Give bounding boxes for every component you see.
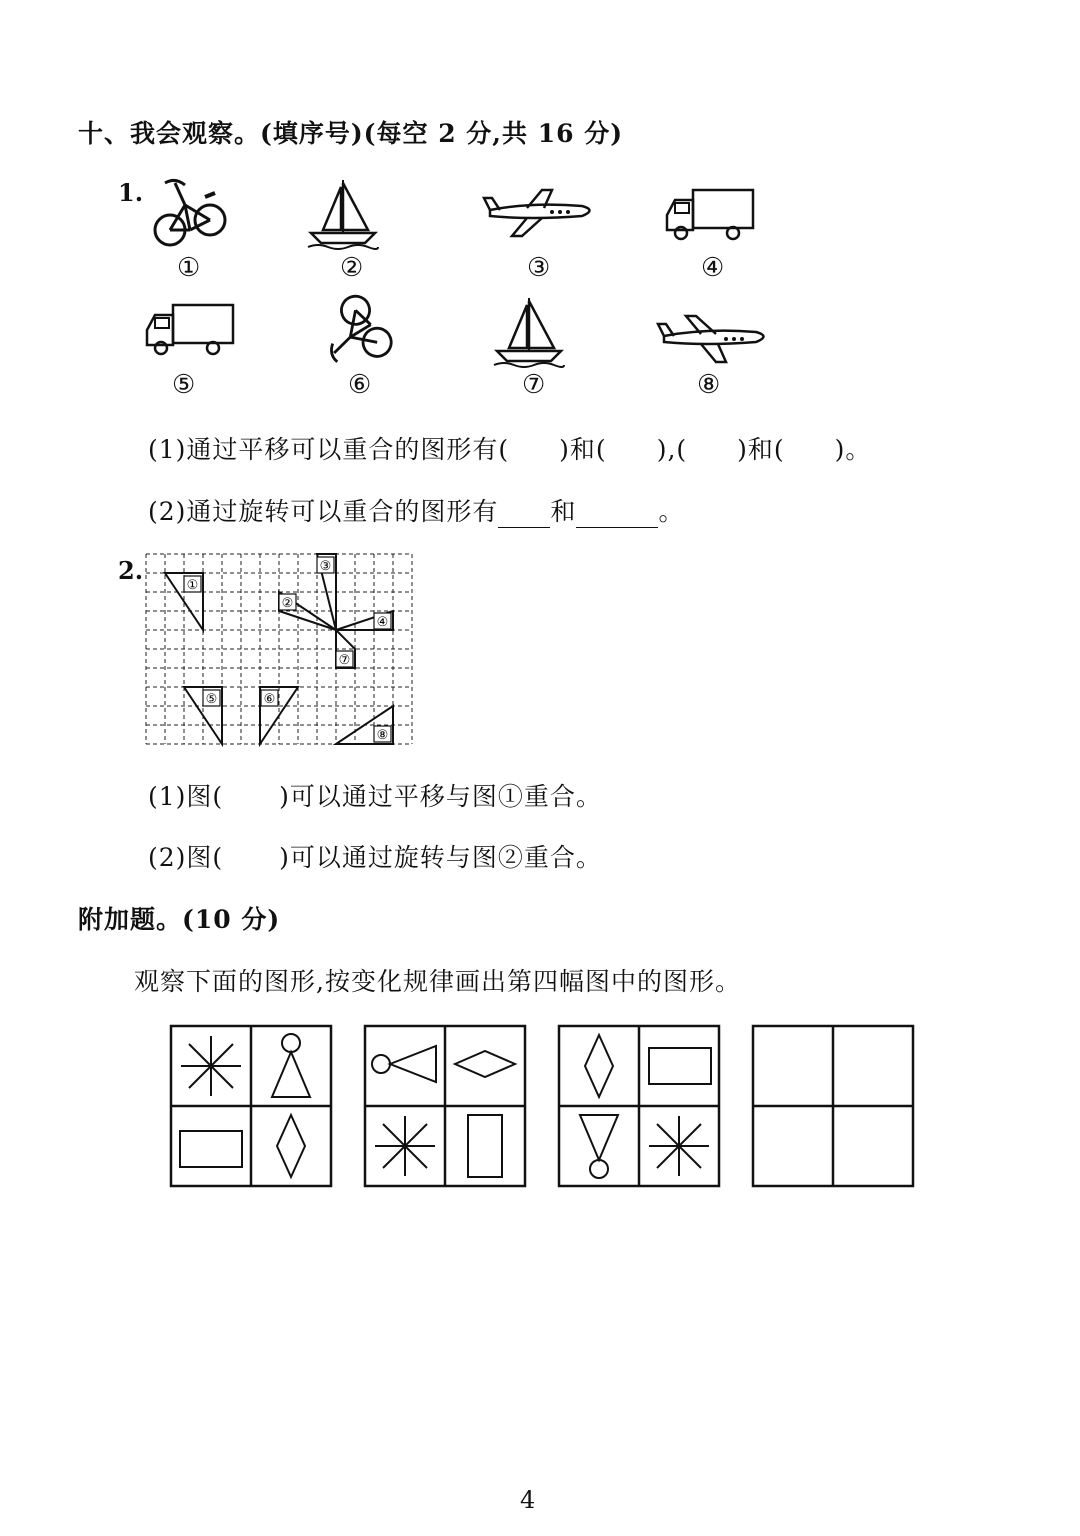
grid-label-4: ④ [376,615,389,630]
answer-blank[interactable] [576,503,658,528]
q1-sub1-prefix: (1)通过平移可以重合的图形有( [148,435,510,464]
rectangle-vertical-icon [468,1115,502,1177]
diamond-vertical-icon [585,1035,613,1097]
truck-icon [663,185,758,243]
bonus-title: 附加题。(10 分) [78,905,281,934]
q1-sub2-mid: 和 [550,497,577,526]
q2-sub2-prefix: (2)图( [148,843,224,872]
sailboat-icon [494,293,564,368]
q2-sub2-suffix: )可以通过旋转与图②重合。 [279,843,602,872]
rectangle-horizontal-icon [649,1048,711,1084]
figure-label-6: ⑥ [348,370,372,400]
q1-sub1-p3: )和( [737,435,785,464]
diamond-vertical-icon [277,1115,305,1177]
q2-sub1-suffix: )可以通过平移与图①重合。 [279,782,602,811]
figure-label-4: ④ [701,253,725,283]
bicycle-icon [150,175,230,255]
asterisk-icon [649,1116,709,1176]
q1-sub2-prefix: (2)通过旋转可以重合的图形有 [148,497,499,526]
circle-triangle-left-icon [372,1046,436,1082]
bicycle-rotated-icon [315,292,400,367]
q1-sub1-p1: )和( [559,435,607,464]
figure-label-2: ② [340,253,364,283]
asterisk-icon [181,1036,241,1096]
q2-sub1-prefix: (1)图( [148,782,224,811]
rectangle-horizontal-icon [180,1131,242,1167]
grid-label-8: ⑧ [376,728,389,743]
diamond-horizontal-icon [455,1051,515,1077]
figure-label-8: ⑧ [697,370,721,400]
pattern-panel-4-answer[interactable] [752,1025,914,1187]
circle-triangle-up-icon [272,1034,310,1097]
sailboat-icon [308,175,378,250]
circle-triangle-down-icon [580,1115,618,1178]
pattern-panel-3 [558,1025,720,1187]
q2-sub1 [148,777,602,813]
grid-label-2: ② [281,596,294,611]
truck-icon [143,300,238,358]
q1-sub1 [148,430,871,466]
airplane-icon [656,314,771,364]
grid-label-3: ③ [319,559,332,574]
airplane-icon [482,188,597,238]
bonus-instruction: 观察下面的图形,按变化规律画出第四幅图中的图形。 [134,967,741,996]
section-title: 十、我会观察。(填序号)(每空 2 分,共 16 分) [78,119,624,148]
q1-sub2-suffix: 。 [658,497,685,526]
q1-sub1-p4: )。 [834,435,872,464]
dotted-grid-figure [146,554,412,744]
figure-label-1: ① [177,253,201,283]
q2-sub2 [148,838,602,874]
q1-sub1-p2: ),( [656,435,688,464]
answer-blank[interactable] [498,503,550,528]
q1-sub2 [148,492,684,528]
pattern-panel-1 [170,1025,332,1187]
figure-label-5: ⑤ [172,370,196,400]
page-number: 4 [520,1486,536,1514]
question-2-number: 2. [118,556,144,585]
pattern-panel-2 [364,1025,526,1187]
figure-label-3: ③ [527,253,551,283]
grid-label-6: ⑥ [263,692,276,707]
question-1-number: 1. [118,178,144,207]
grid-label-5: ⑤ [205,692,218,707]
figure-label-7: ⑦ [522,370,546,400]
asterisk-icon [375,1116,435,1176]
grid-label-7: ⑦ [338,653,351,668]
grid-label-1: ① [186,578,199,593]
